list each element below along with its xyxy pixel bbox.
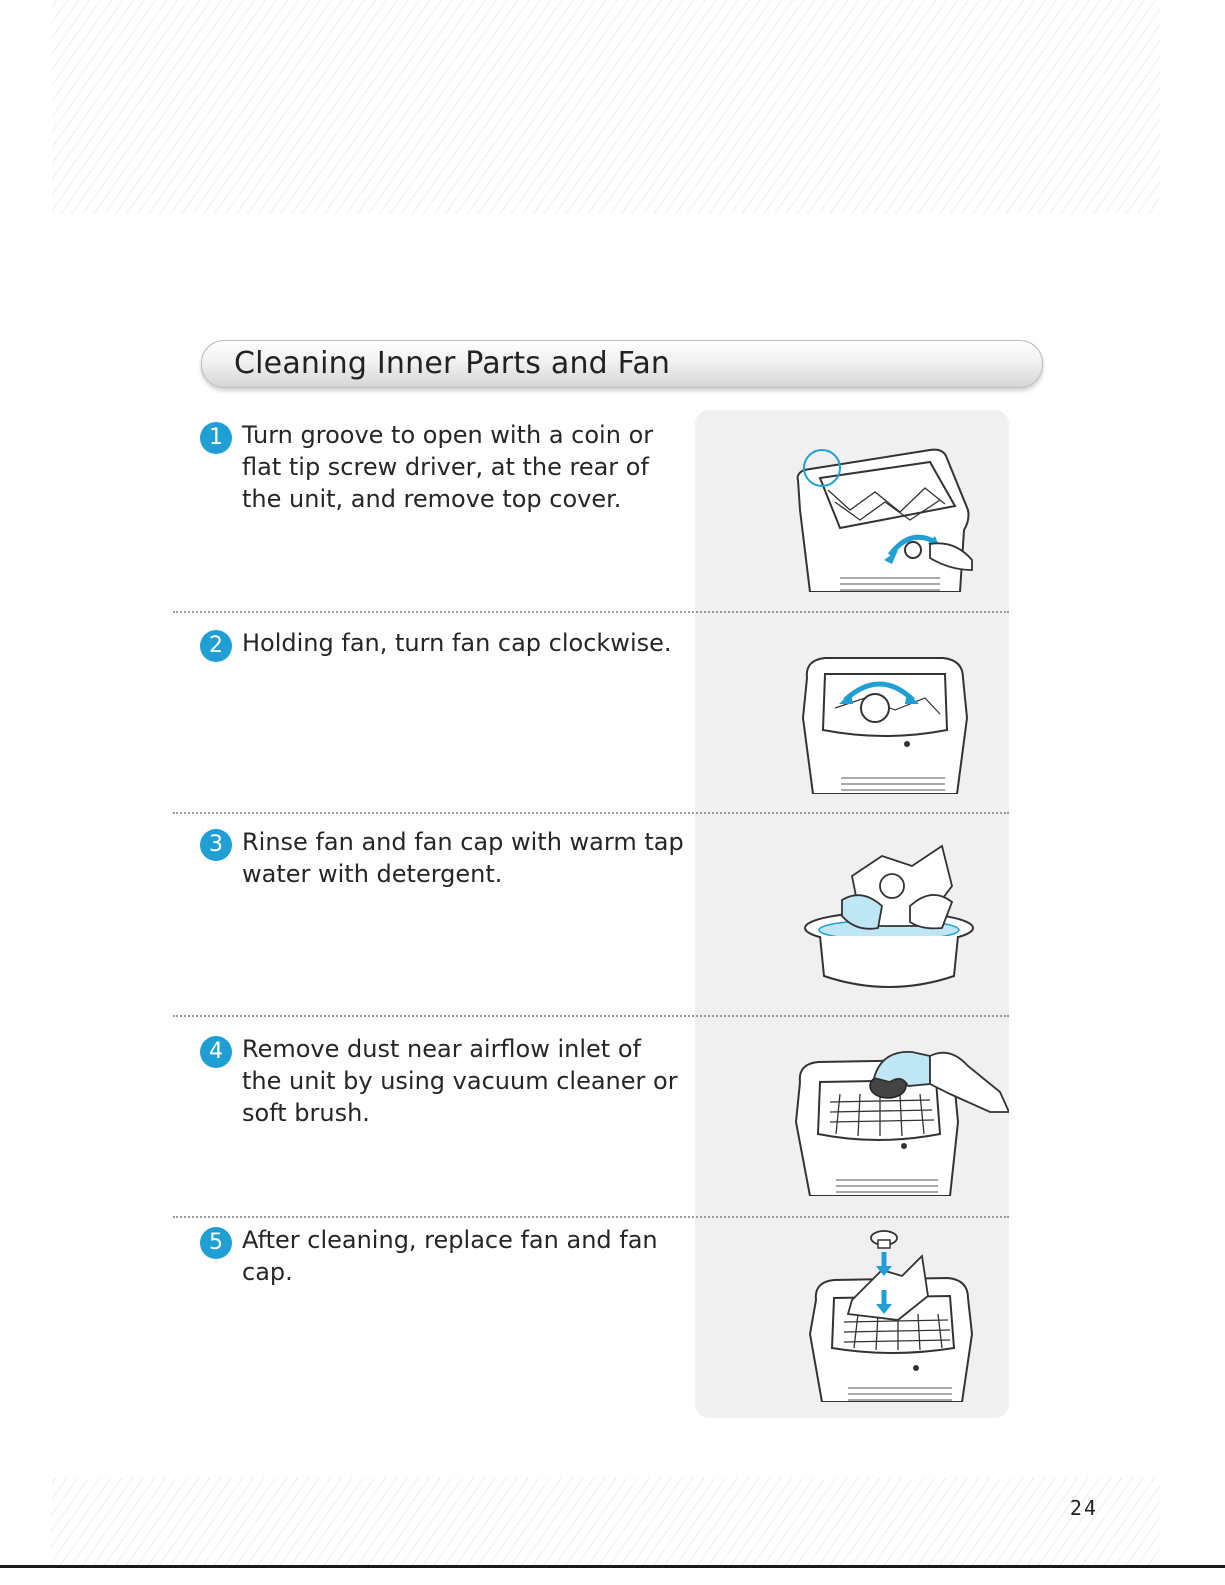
rinse-fan-illustration xyxy=(802,836,976,990)
section-title: Cleaning Inner Parts and Fan xyxy=(234,346,671,381)
step-divider xyxy=(173,611,1009,613)
step-instruction: Holding fan, turn fan cap clockwise. xyxy=(242,629,672,657)
footer-pattern xyxy=(52,1478,1160,1565)
step-divider xyxy=(173,812,1009,814)
section-title-bar xyxy=(201,340,1043,388)
header-pattern xyxy=(52,0,1160,214)
vacuum-inlet-illustration xyxy=(790,1042,1009,1196)
step-number-badge: 3 xyxy=(200,829,232,861)
step-divider xyxy=(173,1216,1009,1218)
remove-top-cover-illustration xyxy=(780,440,980,592)
step-instruction: Remove dust near airflow inlet of the unit by using vacuum cleaner or soft brush. xyxy=(242,1035,678,1127)
step-instruction: After cleaning, replace fan and fan cap. xyxy=(242,1226,658,1286)
step-divider xyxy=(173,1015,1009,1017)
step-number-badge: 4 xyxy=(200,1036,232,1068)
replace-fan-illustration xyxy=(802,1230,978,1402)
step-number-badge: 1 xyxy=(200,422,232,454)
footer-rule xyxy=(0,1565,1225,1568)
step-number-badge: 5 xyxy=(200,1227,232,1259)
step-instruction: Turn groove to open with a coin or flat tip screw driver, at the rear of the unit, and remove top cover. xyxy=(242,421,654,513)
turn-fan-cap-illustration xyxy=(795,638,973,794)
step-instruction: Rinse fan and fan cap with warm tap water with detergent. xyxy=(242,828,684,888)
page-number: 24 xyxy=(1069,1496,1098,1520)
step-number-badge: 2 xyxy=(200,630,232,662)
